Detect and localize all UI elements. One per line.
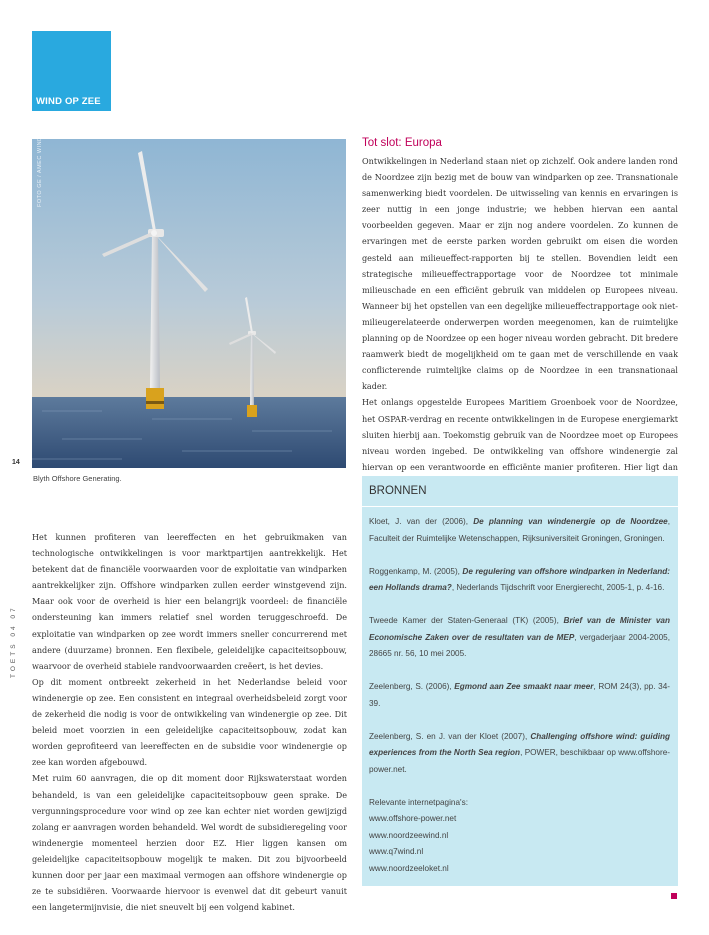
turbine-foundation-large [146,388,164,409]
link-offshore-power[interactable]: www.offshore-power.net [369,814,457,823]
divider [362,506,678,507]
sources-heading: BRONNEN [369,485,427,497]
paragraph: Met ruim 60 aanvragen, die op dit moment door Rijkswaterstaat worden behandeld, is van een geleidelijke capaciteitsopbouw geen sprake. De vergunningsprocedure voor wind op zee kan echter niet worden gewijzigd zolang er aanvragen worden behandeld. Wel wordt de subsidieregeling voor windenergie momenteel herzien door EZ. Hier liggen kansen om geleidelijke capaciteitsopbouw mogelijk te maken. Dit zou bijvoorbeeld kunnen door per jaar een maximaal vermogen aan offshore windenergie op ze te subsidiëren. Voorwaarde hiervoor is evenwel dat dit gebeurt vanuit een langetermijnvisie, die niet sneuvelt bij een volgend kabinet. [32,773,347,913]
reference: Zeelenberg, S. (2006), Egmond aan Zee smaakt naar meer, ROM 24(3), pp. 34-39. [369,682,670,708]
photo-credit: FOTO GE / AMEC WIND [37,136,43,207]
end-of-article-marker [671,893,677,899]
paragraph: Op dit moment ontbreekt zekerheid in het Nederlandse beleid voor windenergie op zee. Een consistent en integraal overheidsbeleid zorgt voor de zekerheid die nodig is voor de ontwikkeling van windenergie op zee. Dit beleid moet voorzien in een geleidelijke capaciteitsopbouw, zodat kan worden geprofiteerd van leereffecten en de subsidie voor windenergie op zee kan worden afgebouwd. [32,676,347,768]
paragraph: Het kunnen profiteren van leereffecten en het gebruikmaken van technologische ontwikkelingen is voor marktpartijen aantrekkelijk. Het betekent dat de financiële voorwaarden voor de exploitatie van windparken aantrekkelijker zijn. Offshore windparken zullen eerder winstgevend zijn. Maar ook voor de overheid is hier een belangrijk voordeel: de financiële ondersteuning kan immers relatief snel worden teruggeschroefd. De exploitatie van windparken op zee wordt immers sneller concurrerend met andere (duurzame) bronnen. Een flexibele, geleidelijke capaciteitsopbouw, waarvoor de overheid stabiele randvoorwaarden creëert, is het devies. [32,532,347,671]
reference: Tweede Kamer der Staten-Generaal (TK) (2005), Brief van de Minister van Economische Zaken over de resultaten van de MEP, vergaderjaar 2004-2005, 28665 nr. 56, 10 mei 2005. [369,616,670,658]
right-column [362,135,678,491]
left-column [32,529,347,915]
page-number: 14 [12,459,20,466]
link-q7wind[interactable]: www.q7wind.nl [369,847,424,856]
wind-turbine-illustration [32,136,346,468]
links-heading: Relevante internetpagina's: [369,797,468,807]
section-label: WIND OP ZEE [36,96,101,107]
paragraph: Het onlangs opgestelde Europees Maritiem Groenboek voor de Noordzee, het OSPAR-verdrag en recente ontwikkelingen in de Europese energiemarkt sluiten hierbij aan. Toekomstig gebruik van de Noordzee moet op Europees niveau worden ingebed. De ontwikkeling van offshore windenergie zal hiervan op een verantwoorde en efficiënte manier profiteren. Hier ligt dan [362,397,678,472]
wind-turbine-photo [32,136,346,468]
reference: Roggenkamp, M. (2005), De regulering van offshore windparken in Nederland: een Hollands drama?, Nederlands Tijdschrift voor Energierecht, 2005-1, p. 4-16. [369,566,670,592]
paragraph: Ontwikkelingen in Nederland staan niet op zichzelf. Ook andere landen rond de Noordzee zijn bezig met de bouw van windparken op zee. Transnationale samenwerking biedt voordelen. De uitwisseling van kennis en ervaringen is zeer nuttig in een jonge industrie; we hebben hiervan een aantal voorbeelden gegeven. Maar er zijn nog andere voordelen. Zo kunnen de ervaringen met de eerste parken worden gebruikt om eisen die worden gesteld aan milieueffect-rapporten bij te stellen. Bovendien leidt een strategische milieueffectrapportage voor de Noordzee tot minimale milieuschade en een efficiënt gebruik van middelen op Europees niveau. Wanneer bij het opstellen van een degelijke milieueffectrapportage ook niet-milieugerelateerde onderwerpen worden meegenomen, kan de ruimtelijke planning op de Noordzee op een hoger niveau worden gebracht. Dit bredere raamwerk biedt de mogelijkheid om te gaan met de verschillende en vaak conflicterende ruimtelijke claims op de Noordzee in een transnationaal kader. [362,156,678,392]
reference: Zeelenberg, S. en J. van der Kloet (2007), Challenging offshore wind: guiding experiences from the North Sea region, POWER, beschikbaar op www.offshore-power.net. [369,731,670,774]
photo-caption: Blyth Offshore Generating. [33,474,122,483]
section-heading: Tot slot: Europa [362,137,442,149]
link-noordzeeloket[interactable]: www.noordzeeloket.nl [369,863,449,873]
journal-issue: TOETS 04 07 [10,605,17,678]
sources-box [362,476,678,886]
link-noordzeewind[interactable]: www.noordzeewind.nl [369,830,449,840]
turbine-foundation-small [247,405,257,417]
sources-list [369,514,670,877]
reference: Kloet, J. van der (2006), De planning van windenergie op de Noordzee, Faculteit der Ruimtelijke Wetenschappen, Rijksuniversiteit Groningen, Groningen. [369,517,670,543]
